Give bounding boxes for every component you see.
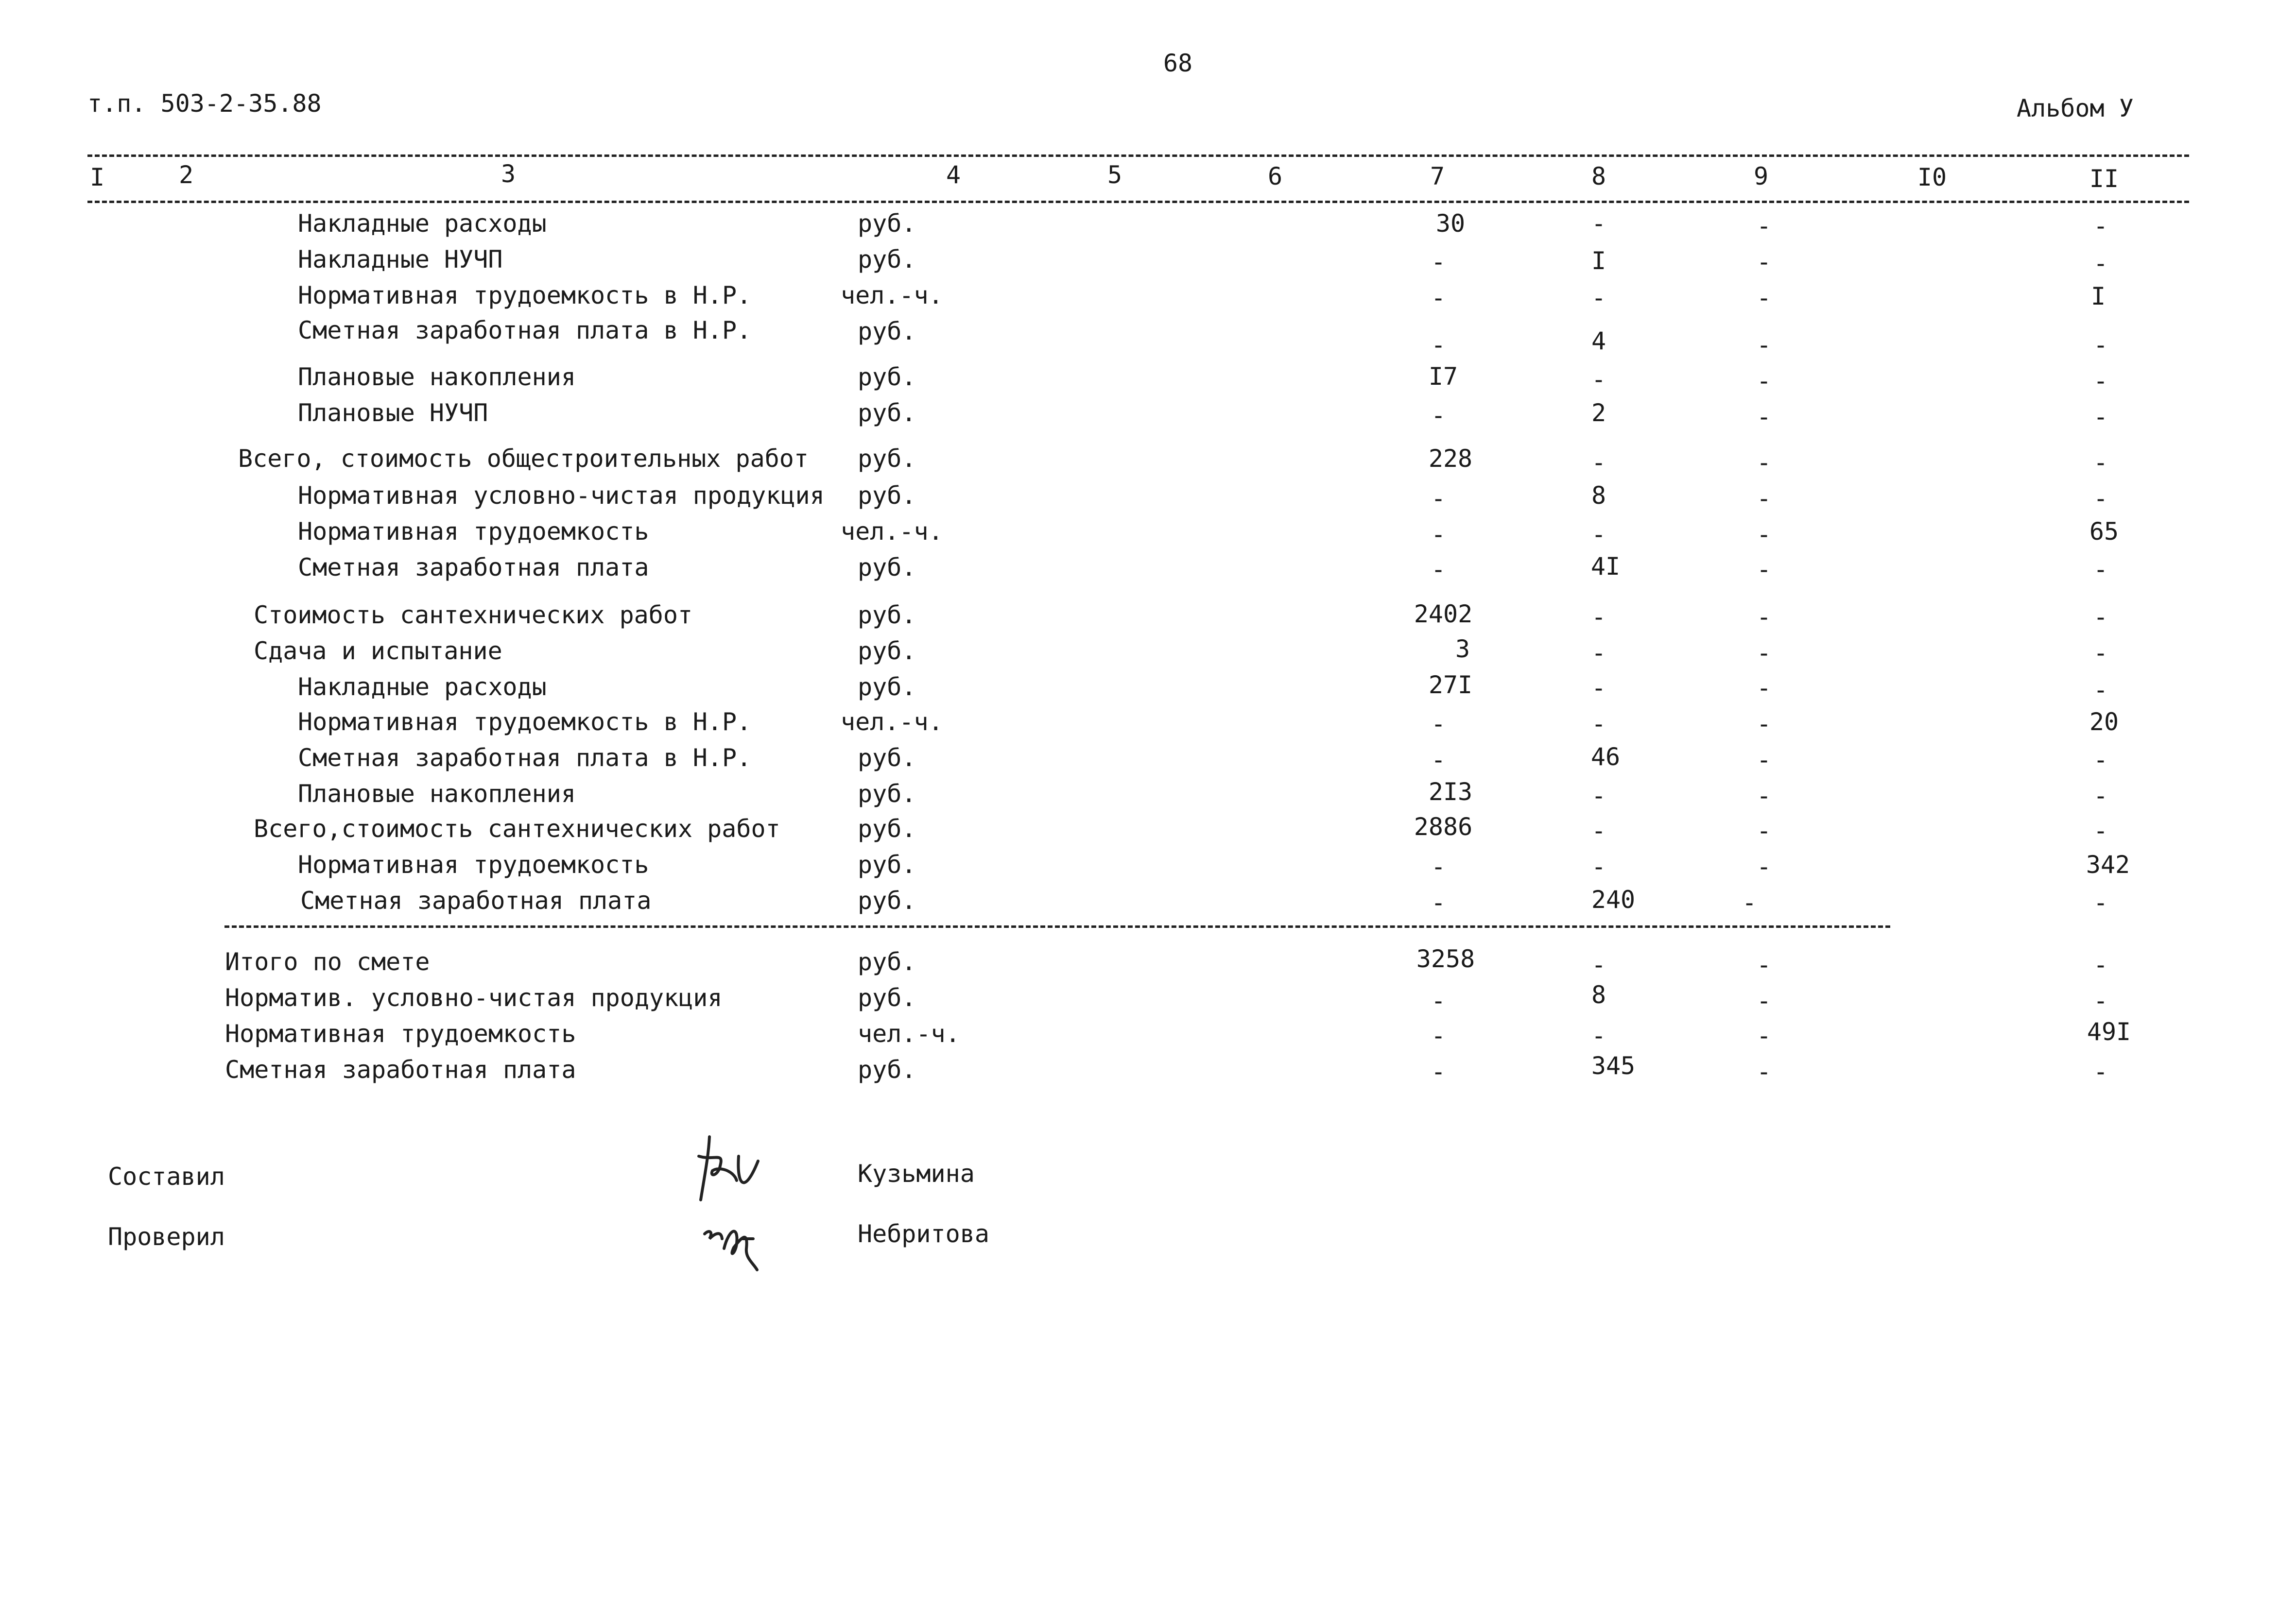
document-code: т.п. 503-2-35.88 bbox=[87, 89, 322, 118]
cell-col7: 2I3 bbox=[1428, 778, 1473, 806]
row-label: Плановые накопления bbox=[298, 780, 576, 808]
cell-col7: - bbox=[1431, 520, 1446, 548]
cell-col8: 8 bbox=[1591, 481, 1606, 510]
row-label: Плановые накопления bbox=[298, 363, 576, 391]
cell-col11: - bbox=[2093, 403, 2108, 431]
row-unit: руб. bbox=[858, 399, 916, 427]
cell-col9: - bbox=[1742, 889, 1757, 917]
cell-col11: - bbox=[2093, 448, 2108, 477]
cell-col9: - bbox=[1756, 853, 1772, 881]
cell-col9: - bbox=[1756, 603, 1772, 631]
row-label: Стоимость сантехнических работ bbox=[254, 601, 693, 629]
column-header: 6 bbox=[1267, 162, 1283, 190]
cell-col7: - bbox=[1431, 746, 1446, 774]
row-unit: руб. bbox=[858, 984, 916, 1012]
column-header: II bbox=[2089, 165, 2119, 193]
row-label: Сметная заработная плата bbox=[225, 1056, 576, 1084]
cell-col8: 4 bbox=[1591, 327, 1606, 355]
row-label: Сметная заработная плата в Н.Р. bbox=[298, 316, 752, 344]
row-label: Нормативная трудоемкость в Н.Р. bbox=[298, 281, 752, 309]
cell-col8: - bbox=[1591, 710, 1606, 738]
cell-col8: 8 bbox=[1591, 981, 1606, 1009]
cell-col7: - bbox=[1431, 987, 1446, 1015]
row-label: Нормативная трудоемкость в Н.Р. bbox=[298, 708, 752, 736]
cell-col11: 65 bbox=[2089, 517, 2119, 546]
row-unit: чел.-ч. bbox=[841, 281, 943, 309]
cell-col8: 46 bbox=[1590, 743, 1621, 771]
row-label: Норматив. условно-чистая продукция bbox=[225, 984, 723, 1012]
cell-col11: - bbox=[2093, 367, 2108, 395]
cell-col9: - bbox=[1756, 674, 1772, 702]
compiled-by-label: Составил bbox=[108, 1163, 225, 1191]
cell-col9: - bbox=[1756, 951, 1772, 979]
row-label: Накладные НУЧП bbox=[298, 245, 503, 274]
column-header: I bbox=[89, 163, 105, 191]
cell-col7: - bbox=[1431, 1058, 1446, 1086]
column-header: 9 bbox=[1753, 162, 1769, 190]
row-label: Сметная заработная плата в Н.Р. bbox=[298, 744, 752, 772]
cell-col8: 4I bbox=[1590, 552, 1621, 581]
cell-col8: - bbox=[1591, 817, 1606, 845]
cell-col7: 2886 bbox=[1414, 813, 1473, 841]
column-header: 3 bbox=[501, 160, 516, 188]
row-label: Плановые НУЧП bbox=[298, 399, 488, 427]
column-header: I0 bbox=[1917, 163, 1947, 191]
cell-col8: - bbox=[1591, 520, 1606, 548]
row-unit: руб. bbox=[858, 744, 916, 772]
checked-by-label: Проверил bbox=[108, 1223, 225, 1251]
column-header: 5 bbox=[1107, 161, 1122, 189]
cell-col11: - bbox=[2093, 484, 2108, 513]
cell-col7: 3 bbox=[1455, 635, 1470, 663]
row-unit: руб. bbox=[858, 780, 916, 808]
cell-col8: - bbox=[1591, 853, 1606, 881]
cell-col8: - bbox=[1591, 674, 1606, 702]
cell-col11: - bbox=[2093, 676, 2108, 704]
cell-col9: - bbox=[1756, 987, 1772, 1015]
cell-col11: I bbox=[2090, 282, 2106, 310]
cell-col7: 228 bbox=[1428, 444, 1473, 473]
cell-col8: 345 bbox=[1591, 1052, 1636, 1080]
cell-col7: - bbox=[1431, 555, 1446, 583]
row-label: Нормативная трудоемкость bbox=[298, 851, 649, 879]
cell-col7: - bbox=[1431, 889, 1446, 917]
totals-separator bbox=[224, 925, 1890, 928]
cell-col11: - bbox=[2093, 951, 2108, 979]
cell-col11: - bbox=[2093, 889, 2108, 917]
cell-col8: - bbox=[1591, 782, 1606, 810]
cell-col8: - bbox=[1591, 284, 1606, 312]
cell-col7: I7 bbox=[1428, 362, 1458, 391]
row-unit: руб. bbox=[858, 851, 916, 879]
cell-col7: 27I bbox=[1428, 671, 1473, 699]
row-unit: руб. bbox=[858, 948, 916, 976]
cell-col9: - bbox=[1756, 403, 1772, 431]
cell-col11: - bbox=[2093, 817, 2108, 845]
column-header: 2 bbox=[178, 161, 194, 189]
cell-col7: - bbox=[1431, 331, 1446, 359]
row-unit: руб. bbox=[858, 553, 916, 581]
cell-col8: - bbox=[1591, 448, 1606, 477]
header-top-rule bbox=[87, 154, 2189, 157]
cell-col8: 240 bbox=[1591, 886, 1636, 914]
cell-col8: - bbox=[1591, 1022, 1606, 1050]
cell-col9: - bbox=[1756, 248, 1772, 276]
row-unit: чел.-ч. bbox=[858, 1020, 960, 1048]
album-label: Альбом У bbox=[2017, 94, 2134, 122]
cell-col11: 49I bbox=[2087, 1018, 2131, 1046]
column-header: 8 bbox=[1591, 162, 1606, 190]
row-unit: руб. bbox=[858, 209, 916, 238]
cell-col11: 342 bbox=[2086, 851, 2130, 879]
cell-col11: - bbox=[2093, 249, 2108, 277]
cell-col9: - bbox=[1756, 520, 1772, 548]
cell-col9: - bbox=[1756, 710, 1772, 738]
cell-col7: - bbox=[1431, 710, 1446, 738]
cell-col7: - bbox=[1431, 401, 1446, 429]
row-unit: руб. bbox=[858, 444, 916, 473]
cell-col7: - bbox=[1431, 484, 1446, 513]
cell-col11: - bbox=[2093, 987, 2108, 1015]
cell-col9: - bbox=[1756, 817, 1772, 845]
row-label: Нормативная трудоемкость bbox=[298, 517, 649, 546]
cell-col9: - bbox=[1756, 448, 1772, 477]
row-label: Сметная заработная плата bbox=[298, 553, 649, 581]
cell-col9: - bbox=[1756, 367, 1772, 395]
cell-col8: - bbox=[1591, 209, 1606, 238]
column-header: 4 bbox=[946, 161, 961, 189]
cell-col7: 30 bbox=[1435, 209, 1466, 238]
row-unit: руб. bbox=[858, 601, 916, 629]
cell-col8: - bbox=[1591, 639, 1606, 667]
cell-col9: - bbox=[1756, 555, 1772, 583]
row-unit: руб. bbox=[858, 815, 916, 843]
cell-col8: 2 bbox=[1591, 399, 1606, 427]
row-label: Накладные расходы bbox=[298, 209, 547, 238]
row-label: Итого по смете bbox=[225, 948, 430, 976]
cell-col7: - bbox=[1431, 248, 1446, 276]
row-label: Сметная заработная плата bbox=[300, 887, 652, 915]
cell-col8: - bbox=[1591, 603, 1606, 631]
cell-col9: - bbox=[1756, 782, 1772, 810]
cell-col8: I bbox=[1591, 247, 1606, 275]
signature-compiled bbox=[690, 1127, 768, 1210]
row-label: Нормативная условно-чистая продукция bbox=[298, 481, 825, 510]
checked-by-name: Небритова bbox=[858, 1220, 989, 1248]
cell-col9: - bbox=[1756, 331, 1772, 359]
cell-col11: - bbox=[2093, 555, 2108, 583]
row-unit: чел.-ч. bbox=[841, 708, 943, 736]
signature-checked bbox=[700, 1210, 773, 1273]
cell-col11: - bbox=[2093, 212, 2108, 240]
cell-col7: 2402 bbox=[1414, 600, 1473, 628]
row-label: Нормативная трудоемкость bbox=[225, 1020, 576, 1048]
row-unit: чел.-ч. bbox=[841, 517, 943, 546]
row-unit: руб. bbox=[858, 1056, 916, 1084]
column-header: 7 bbox=[1430, 162, 1445, 190]
row-label: Всего,стоимость сантехнических работ bbox=[254, 815, 780, 843]
cell-col9: - bbox=[1756, 212, 1772, 240]
row-unit: руб. bbox=[858, 317, 916, 345]
cell-col11: - bbox=[2093, 782, 2108, 810]
header-bottom-rule bbox=[87, 201, 2189, 203]
cell-col9: - bbox=[1756, 1022, 1772, 1050]
row-label: Сдача и испытание bbox=[254, 637, 502, 665]
row-unit: руб. bbox=[858, 673, 916, 701]
cell-col7: - bbox=[1431, 284, 1446, 312]
row-unit: руб. bbox=[858, 637, 916, 665]
row-unit: руб. bbox=[858, 887, 916, 915]
cell-col9: - bbox=[1756, 746, 1772, 774]
cell-col7: 3258 bbox=[1416, 945, 1475, 973]
cell-col8: - bbox=[1591, 951, 1606, 979]
row-label: Всего, стоимость общестроительных работ bbox=[238, 444, 809, 473]
row-unit: руб. bbox=[858, 245, 916, 274]
cell-col9: - bbox=[1756, 284, 1772, 312]
cell-col9: - bbox=[1756, 639, 1772, 667]
cell-col9: - bbox=[1756, 1058, 1772, 1086]
cell-col9: - bbox=[1756, 484, 1772, 513]
cell-col11: - bbox=[2093, 746, 2108, 774]
cell-col8: - bbox=[1591, 365, 1606, 393]
row-label: Накладные расходы bbox=[298, 673, 547, 701]
page-number: 68 bbox=[1163, 49, 1193, 77]
compiled-by-name: Кузьмина bbox=[858, 1160, 975, 1188]
cell-col11: - bbox=[2093, 639, 2108, 667]
row-unit: руб. bbox=[858, 363, 916, 391]
row-unit: руб. bbox=[858, 481, 916, 510]
cell-col7: - bbox=[1431, 853, 1446, 881]
cell-col11: - bbox=[2093, 331, 2108, 359]
cell-col11: - bbox=[2093, 603, 2108, 631]
cell-col11: - bbox=[2093, 1058, 2108, 1086]
cell-col7: - bbox=[1431, 1022, 1446, 1050]
cell-col11: 20 bbox=[2089, 708, 2119, 736]
